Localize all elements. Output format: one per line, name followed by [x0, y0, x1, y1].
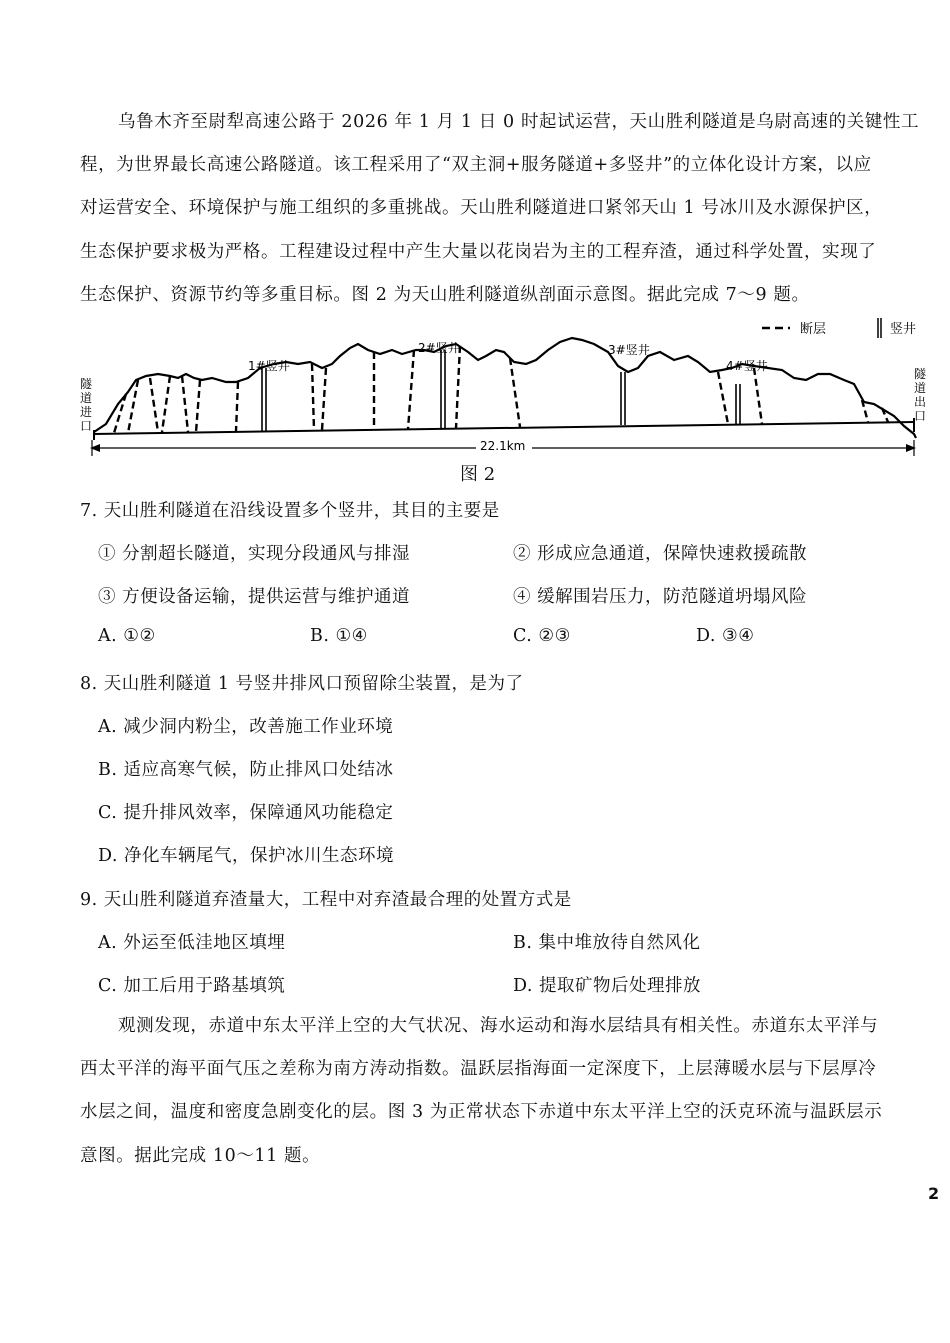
q7-choice-a: A. ①②: [98, 626, 156, 646]
figure-2-caption: 图 2: [460, 464, 496, 485]
passage-2: [80, 1005, 932, 1178]
q7-choice-c: C. ②③: [513, 626, 571, 646]
question-8-stem: 8. 天山胜利隧道 1 号竖井排风口预留除尘装置，是为了: [80, 674, 524, 694]
shaft-4-label: 4#竖井: [726, 359, 768, 373]
fault-lines: [114, 346, 888, 433]
q8-choice-c: C. 提升排风效率，保障通风功能稳定: [98, 803, 394, 823]
q9-choice-b: B. 集中堆放待自然风化: [513, 933, 701, 953]
q8-choice-b: B. 适应高寒气候，防止排风口处结冰: [98, 760, 394, 780]
passage-2-line: 西太平洋的海平面气压之差称为南方涛动指数。温跃层指海面一定深度下，上层薄暖水层与下层厚冷: [80, 1059, 877, 1080]
svg-text:道: 道: [914, 381, 927, 395]
q7-choice-b: B. ①④: [310, 626, 368, 646]
q8-choice-a: A. 减少洞内粉尘，改善施工作业环境: [98, 717, 394, 737]
tunnel-axis: [94, 422, 914, 434]
q9-choice-d: D. 提取矿物后处理排放: [513, 976, 702, 996]
legend-fault-label: 断层: [800, 322, 827, 337]
svg-text:出: 出: [914, 395, 927, 409]
q7-item-3: ③ 方便设备运输，提供运营与维护通道: [98, 587, 411, 607]
q7-item-1: ① 分割超长隧道，实现分段通风与排湿: [98, 544, 411, 564]
passage-1: [80, 101, 932, 317]
svg-text:道: 道: [80, 391, 93, 405]
passage-1-line: 程，为世界最长高速公路隧道。该工程采用了“双主洞+服务隧道+多竖井”的立体化设计方案，以应: [80, 155, 872, 176]
q8-choice-d: D. 净化车辆尾气，保护冰川生态环境: [98, 846, 395, 866]
passage-2-line: 观测发现，赤道中东太平洋上空的大气状况、海水运动和海水层结具有相关性。赤道东太平洋与: [118, 1016, 879, 1036]
passage-2-line: 水层之间，温度和密度急剧变化的层。图 3 为正常状态下赤道中东太平洋上空的沃克环流与温跃层示: [80, 1102, 883, 1123]
entrance-label: [80, 377, 93, 433]
svg-text:隧: 隧: [914, 367, 927, 381]
legend-shaft-label: 竖井: [890, 322, 917, 337]
q9-choice-a: A. 外运至低洼地区填埋: [98, 933, 286, 953]
passage-1-line: 生态保护、资源节约等多重目标。图 2 为天山胜利隧道纵剖面示意图。据此完成 7～9 题。: [80, 284, 810, 305]
passage-1-line: 对运营安全、环境保护与施工组织的多重挑战。天山胜利隧道进口紧邻天山 1 号冰川及水源保护区，: [80, 198, 883, 219]
svg-text:隧: 隧: [80, 377, 93, 391]
svg-text:口: 口: [914, 409, 927, 423]
length-label: 22.1km: [480, 439, 526, 453]
page-number: 2: [928, 1184, 940, 1203]
passage-1-line: 乌鲁木齐至尉犁高速公路于 2026 年 1 月 1 日 0 时起试运营，天山胜利隧道是乌尉高速的关键性工: [118, 112, 920, 132]
tunnel-profile-figure: [78, 316, 938, 462]
q9-choice-c: C. 加工后用于路基填筑: [98, 976, 286, 996]
shaft-3-label: 3#竖井: [608, 343, 650, 357]
question-9-stem: 9. 天山胜利隧道弃渣量大，工程中对弃渣最合理的处置方式是: [80, 890, 572, 910]
q7-item-2: ② 形成应急通道，保障快速救援疏散: [513, 544, 808, 564]
exit-label: [914, 367, 927, 423]
passage-1-line: 生态保护要求极为严格。工程建设过程中产生大量以花岗岩为主的工程弃渣，通过科学处置，实现了: [80, 241, 877, 262]
svg-text:口: 口: [80, 419, 93, 433]
q7-choice-d: D. ③④: [696, 626, 755, 646]
svg-text:进: 进: [80, 405, 93, 419]
question-7-stem: 7. 天山胜利隧道在沿线设置多个竖井，其目的主要是: [80, 501, 500, 521]
shaft-1-label: 1#竖井: [248, 359, 290, 373]
passage-2-line: 意图。据此完成 10～11 题。: [80, 1145, 321, 1166]
q7-item-4: ④ 缓解围岩压力，防范隧道坍塌风险: [513, 587, 808, 607]
shaft-2-label: 2#竖井: [418, 341, 460, 355]
